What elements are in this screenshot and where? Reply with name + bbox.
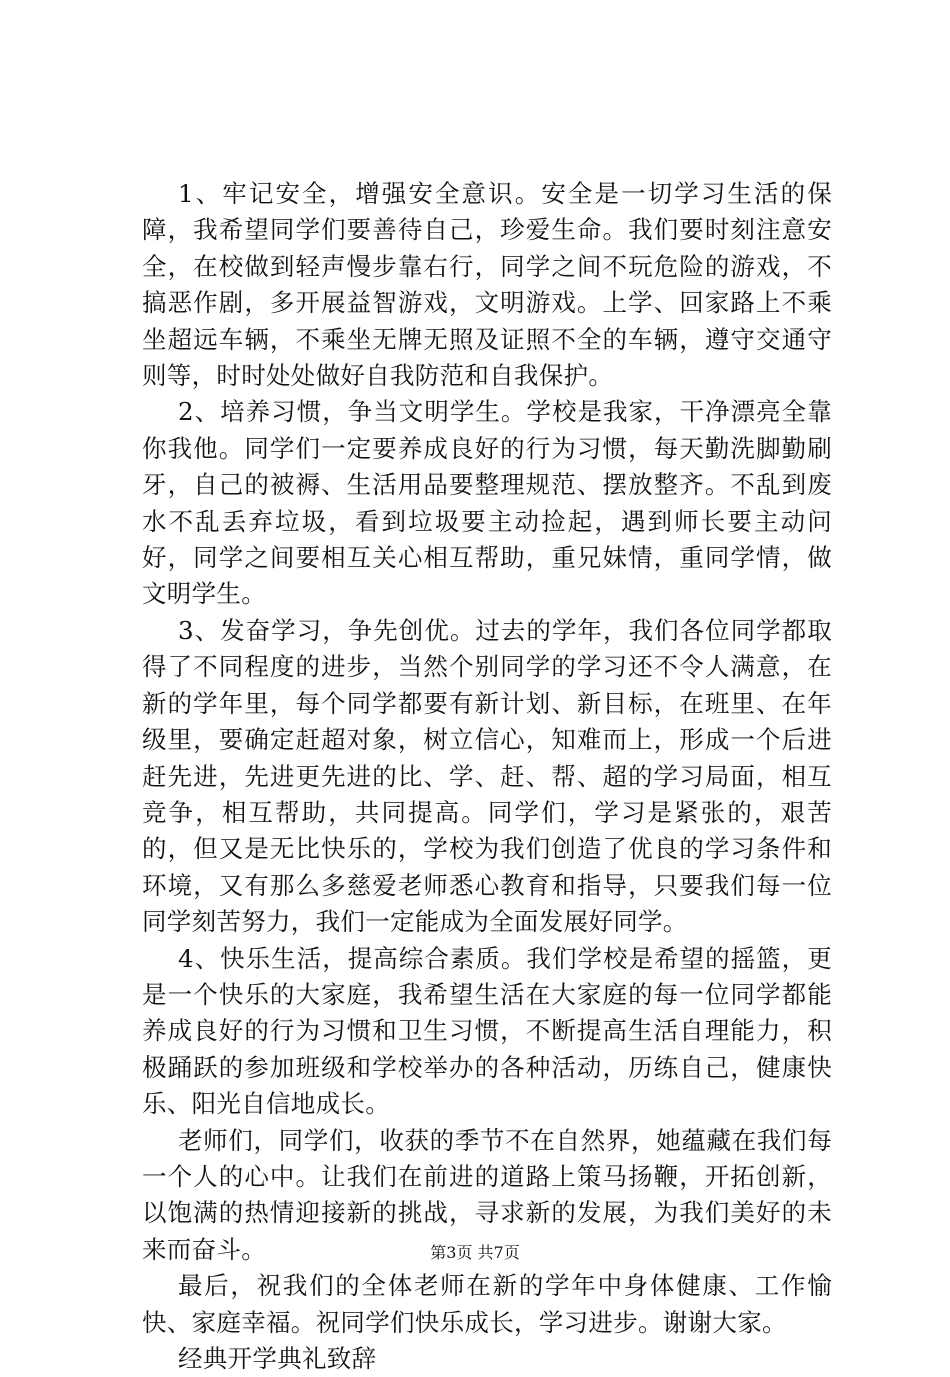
paragraph-study: 3、发奋学习，争先创优。过去的学年，我们各位同学都取得了不同程度的进步，当然个别同学的学习还不令人满意，在新的学年里，每个同学都要有新计划、新目标，在班里、在年级里，要确定赶超对象，树立信心，知难而上，形成一个后进赶先进，先进更先进的比、学、赶、帮、超的学习局面，相互竞争，相互帮助，共同提高。同学们，学习是紧张的，艰苦的，但又是无比快乐的，学校为我们创造了优良的学习条件和环境，又有那么多慈爱老师悉心教育和指导，只要我们每一位同学刻苦努力，我们一定能成为全面发展好同学。: [142, 615, 832, 937]
paragraph-closing: 最后，祝我们的全体老师在新的学年中身体健康、工作愉快、家庭幸福。祝同学们快乐成长，学习进步。谢谢大家。: [142, 1271, 832, 1337]
paragraph-address: 老师们，同学们，收获的季节不在自然界，她蕴藏在我们每一个人的心中。让我们在前进的道路上策马扬鞭，开拓创新，以饱满的热情迎接新的挑战，寻求新的发展，为我们美好的未来而奋斗。: [142, 1125, 832, 1264]
paragraph-safety: 1、牢记安全，增强安全意识。安全是一切学习生活的保障，我希望同学们要善待自己，珍爱生命。我们要时刻注意安全，在校做到轻声慢步靠右行，同学之间不玩危险的游戏，不搞恶作剧，多开展益智游戏，文明游戏。上学、回家路上不乘坐超远车辆，不乘坐无牌无照及证照不全的车辆，遵守交通守则等，时时处处做好自我防范和自我保护。: [142, 179, 832, 391]
page-footer: 第3页 共7页: [430, 1243, 520, 1262]
paragraph-habits: 2、培养习惯，争当文明学生。学校是我家，干净漂亮全靠你我他。同学们一定要养成良好的行为习惯，每天勤洗脚勤刷牙，自己的被褥、生活用品要整理规范、摆放整齐。不乱到废水不乱丢弃垃圾，看到垃圾要主动捡起，遇到师长要主动问好，同学之间要相互关心相互帮助，重兄妹情，重同学情，做文明学生。: [142, 397, 832, 609]
paragraph-heading: 经典开学典礼致辞: [178, 1344, 377, 1373]
paragraph-life: 4、快乐生活，提高综合素质。我们学校是希望的摇篮，更是一个快乐的大家庭，我希望生活在大家庭的每一位同学都能养成良好的行为习惯和卫生习惯，不断提高生活自理能力，积极踊跃的参加班级和学校举办的各种活动，历练自己，健康快乐、阳光自信地成长。: [142, 943, 832, 1119]
document-body: [142, 176, 832, 1377]
